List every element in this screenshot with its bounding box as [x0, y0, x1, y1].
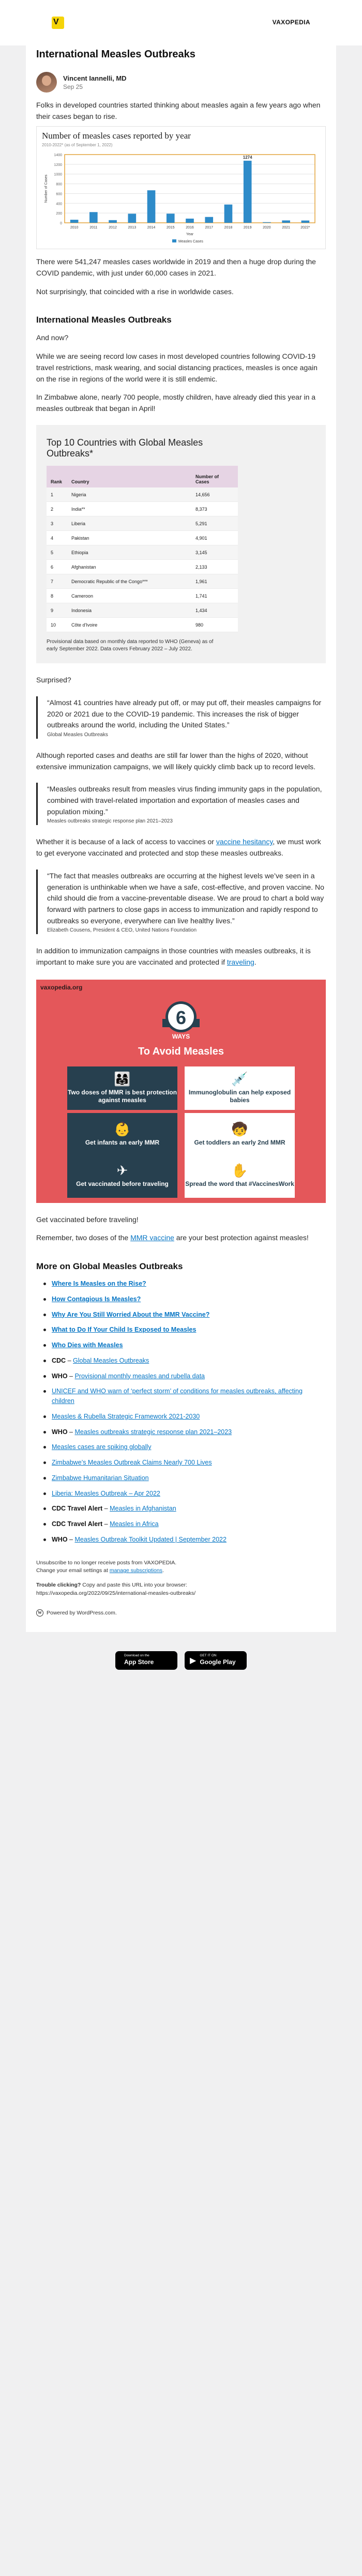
- bar: [205, 217, 213, 223]
- y-tick-label: 400: [56, 202, 62, 206]
- reference-link[interactable]: Who Dies with Measles: [52, 1342, 123, 1349]
- google-play-icon: ▶: [190, 1656, 197, 1665]
- table-note: Provisional data based on monthly data reported to WHO (Geneva) as of early September 2022. Data covers February 2022 – July 2022.: [47, 639, 214, 652]
- reference-link[interactable]: Measles & Rubella Strategic Framework 2021-2030: [52, 1412, 200, 1420]
- traveling-link[interactable]: traveling: [227, 957, 254, 966]
- infant-icon: 👶: [114, 1121, 131, 1137]
- post-url[interactable]: https://vaxopedia.org/2022/09/25/international-measles-outbreaks/: [36, 1590, 196, 1596]
- table-header: Number of Cases: [191, 466, 238, 487]
- bar: [282, 221, 290, 223]
- site-name[interactable]: VAXOPEDIA: [272, 19, 310, 26]
- paragraph: Whether it is because of a lack of access to vaccines or vaccine hesitancy, we must work to get everyone vaccinated and protected and stop these measles outbreaks.: [36, 837, 321, 858]
- table-cell: 3,145: [191, 545, 238, 560]
- quote-cite: Measles outbreaks strategic response plan 2021–2023: [47, 818, 173, 825]
- quote-cite: Elizabeth Cousens, President & CEO, United Nations Foundation: [47, 927, 197, 934]
- y-axis-label: Number of Cases: [44, 175, 48, 203]
- table-cell: 8: [47, 589, 67, 603]
- reference-link[interactable]: Global Measles Outbreaks: [73, 1356, 149, 1364]
- table-cell: 9: [47, 603, 67, 618]
- wordpress-icon: W: [36, 1609, 43, 1617]
- table-cell: Democratic Republic of the Congo***: [67, 574, 191, 589]
- table-cell: Afghanistan: [67, 560, 191, 574]
- data-label: 1274: [243, 155, 252, 160]
- top10-table: [47, 466, 238, 633]
- bar: [89, 212, 98, 223]
- airplane-icon: ✈: [116, 1163, 128, 1179]
- list-item: [36, 1340, 326, 1350]
- x-tick-label: 2018: [224, 226, 233, 230]
- table-cell: Indonesia: [67, 603, 191, 618]
- x-tick-label: 2013: [128, 226, 137, 230]
- hand-icon: ✋: [231, 1163, 248, 1179]
- table-row: [47, 516, 238, 531]
- y-tick-label: 0: [60, 222, 62, 226]
- table-cell: 1,961: [191, 574, 238, 589]
- y-tick-label: 600: [56, 192, 62, 196]
- bar: [70, 220, 79, 223]
- table-cell: 5,291: [191, 516, 238, 531]
- paragraph: Surprised?: [36, 676, 71, 684]
- list-item: CDC Travel Alert – Measles in Afghanistan: [36, 1504, 326, 1514]
- list-item: [36, 1412, 326, 1422]
- bar: [224, 205, 233, 223]
- table-cell: 5: [47, 545, 67, 560]
- table-cell: 6: [47, 560, 67, 574]
- toddler-icon: 🧒: [231, 1121, 248, 1137]
- table-cell: 4,901: [191, 531, 238, 545]
- x-tick-label: 2014: [147, 226, 156, 230]
- infographic-site: vaxopedia.org: [40, 983, 83, 991]
- table-cell: 14,656: [191, 487, 238, 502]
- x-axis-label: Year: [186, 233, 194, 237]
- tile-immunoglobulin: 💉 Immunoglobulin can help exposed babies: [185, 1066, 295, 1110]
- tile-two-doses: 👨‍👩‍👧 Two doses of MMR is best protection against measles: [67, 1066, 177, 1110]
- measles-cases-chart: [36, 126, 326, 249]
- paragraph: In Zimbabwe alone, nearly 700 people, mostly children, have already died this year in a measles outbreak that began in April!: [36, 393, 316, 413]
- table-cell: 3: [47, 516, 67, 531]
- quote-text: “Almost 41 countries have already put off, or may put off, their measles campaigns for 2020 or 2021 due to the COVID-19 pandemic. This increases the risk of bigger outbreaks around the world, including the United States.”: [47, 698, 322, 729]
- x-tick-label: 2016: [186, 226, 194, 230]
- table-cell: 8,373: [191, 502, 238, 516]
- manage-subscriptions-link[interactable]: manage subscriptions: [109, 1567, 162, 1574]
- list-item: [36, 1386, 326, 1406]
- x-tick-label: 2019: [243, 226, 252, 230]
- table-row: [47, 560, 238, 574]
- table-cell: 7: [47, 574, 67, 589]
- badge-ways: WAYS: [172, 1032, 190, 1040]
- list-item: CDC Travel Alert – Measles in Africa: [36, 1519, 326, 1529]
- table-row: [47, 589, 238, 603]
- reference-link[interactable]: Why Are You Still Worried About the MMR Vaccine?: [52, 1310, 210, 1318]
- x-tick-label: 2010: [70, 226, 79, 230]
- bar: [147, 190, 156, 223]
- post-title[interactable]: International Measles Outbreaks: [36, 49, 195, 60]
- quote: [36, 696, 326, 739]
- quote-text: “The fact that measles outbreaks are occurring at the highest levels we’ve seen in a generation is unthinkable when we have a safe, cost-effective, and proven vaccine. No child should die from a vaccine-preventable disease. We are proud to chart a bold way forward with partners to close gaps in access to immunization and rapidly respond to outbreaks so everyone, everywhere can live healthy lives.”: [47, 871, 324, 925]
- y-tick-label: 800: [56, 182, 62, 187]
- top10-countries-table-image: [36, 425, 326, 664]
- quote: [36, 870, 326, 934]
- vaxopedia-logo[interactable]: V: [52, 17, 64, 29]
- tile-infants-early-mmr: 👶 Get infants an early MMR: [67, 1113, 177, 1156]
- chart-subtitle: 2010-2022* (as of September 1, 2022): [42, 143, 113, 148]
- source-label: WHO: [52, 1428, 68, 1436]
- bar: [186, 219, 194, 223]
- table-row: [47, 603, 238, 618]
- reference-link[interactable]: Measles outbreaks strategic response plan 2021–2023: [74, 1428, 232, 1436]
- list-item: WHO – Provisional monthly measles and rubella data: [36, 1371, 326, 1381]
- table-cell: 2,133: [191, 560, 238, 574]
- source-label: CDC Travel Alert: [52, 1520, 103, 1528]
- x-tick-label: 2015: [166, 226, 175, 230]
- six-ways-badge-icon: [162, 999, 200, 1041]
- x-tick-label: 2021: [282, 226, 290, 230]
- paragraph: Although reported cases and deaths are still far lower than the highs of 2020, without extensive immunization campaigns, we will likely quickly climb back up to record levels.: [36, 751, 315, 771]
- table-cell: 10: [47, 618, 67, 632]
- table-row: [47, 545, 238, 560]
- table-cell: 4: [47, 531, 67, 545]
- author-name[interactable]: Vincent Iannelli, MD: [63, 74, 127, 82]
- list-item: [36, 1294, 326, 1304]
- reference-link[interactable]: Measles in Africa: [110, 1520, 159, 1528]
- table-cell: 1,434: [191, 603, 238, 618]
- footer-text: Unsubscribe to no longer receive posts from VAXOPEDIA. Change your email settings at manage subscriptions. Trouble clicking? Copy and paste this URL into your browser: https://vaxopedia.org/2022/09/25/international-measles-outbreaks/: [36, 1559, 326, 1598]
- reference-link[interactable]: How Contagious Is Measles?: [52, 1295, 141, 1303]
- table-cell: 2: [47, 502, 67, 516]
- table-cell: 980: [191, 618, 238, 632]
- paragraph: And now?: [36, 333, 69, 342]
- bar: [263, 222, 271, 223]
- vaccine-hesitancy-link[interactable]: vaccine hesitancy: [216, 837, 273, 846]
- list-item: WHO – Measles outbreaks strategic response plan 2021–2023: [36, 1427, 326, 1437]
- table-cell: 1: [47, 487, 67, 502]
- legend-swatch: [172, 239, 176, 242]
- quote-text: “Measles outbreaks result from measles virus finding immunity gaps in the population, combined with travel-related importation and exportation of measles cases and population mixing.”: [47, 785, 322, 816]
- infographic-heading: To Avoid Measles: [138, 1045, 224, 1057]
- table-row: [47, 618, 238, 632]
- app-store-button[interactable]: Download on the App Store: [115, 1651, 177, 1670]
- syringe-icon: 💉: [231, 1071, 248, 1087]
- more-heading: More on Global Measles Outbreaks: [36, 1261, 183, 1271]
- bar: [301, 221, 310, 223]
- table-row: [47, 531, 238, 545]
- quote-cite: Global Measles Outbreaks: [47, 732, 108, 738]
- table-cell: 1,741: [191, 589, 238, 603]
- bar: [128, 214, 136, 223]
- table-cell: India**: [67, 502, 191, 516]
- x-tick-label: 2017: [205, 226, 214, 230]
- reference-link[interactable]: Where Is Measles on the Rise?: [52, 1280, 146, 1287]
- post-date: Sep 25: [63, 83, 83, 90]
- badge-number: 6: [175, 1007, 187, 1028]
- paragraph: Not surprisingly, that coincided with a rise in worldwide cases.: [36, 287, 234, 296]
- list-item: [36, 1473, 326, 1483]
- x-tick-label: 2011: [89, 226, 98, 230]
- author-byline: [36, 72, 326, 93]
- avatar[interactable]: [36, 72, 57, 93]
- chart-plot: [42, 150, 320, 245]
- post-card: [26, 45, 336, 1632]
- table-title: Top 10 Countries with Global Measles Outbreaks*: [47, 437, 203, 459]
- y-tick-label: 200: [56, 212, 62, 216]
- reference-list: [36, 1279, 326, 1545]
- table-cell: Nigeria: [67, 487, 191, 502]
- table-cell: Côte d'Ivoire: [67, 618, 191, 632]
- legend-label: Measles Cases: [178, 240, 203, 244]
- bar: [244, 161, 252, 223]
- source-label: WHO: [52, 1535, 68, 1543]
- reference-link[interactable]: Measles cases are spiking globally: [52, 1443, 152, 1451]
- list-item: [36, 1489, 326, 1499]
- email-header: [0, 0, 362, 45]
- table-row: [47, 574, 238, 589]
- six-ways-infographic[interactable]: [36, 980, 326, 1203]
- tile-spread-the-word: ✋ Spread the word that #VaccinesWork: [185, 1154, 295, 1198]
- google-play-button[interactable]: ▶ GET IT ON Google Play: [185, 1651, 247, 1670]
- table-cell: Ethiopia: [67, 545, 191, 560]
- paragraph: Get vaccinated before traveling!: [36, 1215, 139, 1224]
- bar: [109, 220, 117, 223]
- table-cell: Liberia: [67, 516, 191, 531]
- table-header: Rank: [47, 466, 67, 487]
- reference-link[interactable]: Provisional monthly measles and rubella data: [74, 1372, 205, 1380]
- table-row: [47, 502, 238, 516]
- chart-title: Number of measles cases reported by year: [42, 131, 191, 141]
- table-row: [47, 487, 238, 502]
- paragraph: While we are seeing record low cases in most developed countries following COVID-19 travel restrictions, mask wearing, and social distancing practices, measles is once again on the rise in regions of the world were it is still endemic.: [36, 352, 318, 383]
- table-header: Country: [67, 466, 191, 487]
- y-tick-label: 1400: [54, 154, 62, 158]
- intro-paragraph: Folks in developed countries started thinking about measles again a few years ago when their cases began to rise.: [36, 101, 321, 120]
- plot-frame: [65, 155, 315, 223]
- mmr-vaccine-link[interactable]: MMR vaccine: [130, 1233, 174, 1242]
- x-tick-label: 2012: [109, 226, 117, 230]
- section-heading: International Measles Outbreaks: [36, 315, 172, 325]
- unsubscribe-text: Unsubscribe to no longer receive posts from VAXOPEDIA.: [36, 1559, 177, 1566]
- reference-link[interactable]: Measles Outbreak Toolkit Updated | September 2022: [74, 1535, 227, 1543]
- list-item: [36, 1325, 326, 1335]
- reference-link[interactable]: What to Do If Your Child Is Exposed to Measles: [52, 1326, 197, 1334]
- tile-vaccinate-before-travel: ✈ Get vaccinated before traveling: [67, 1154, 177, 1198]
- powered-by[interactable]: W Powered by WordPress.com.: [36, 1609, 326, 1617]
- reference-link[interactable]: Zimbabwe Humanitarian Situation: [52, 1474, 149, 1482]
- source-label: CDC: [52, 1356, 66, 1364]
- table-cell: Pakistan: [67, 531, 191, 545]
- paragraph: Remember, two doses of the MMR vaccine are your best protection against measles!: [36, 1233, 309, 1242]
- source-label: WHO: [52, 1372, 68, 1380]
- x-tick-label: 2022*: [300, 226, 310, 230]
- table-cell: Cameroon: [67, 589, 191, 603]
- y-tick-label: 1000: [54, 173, 62, 177]
- list-item: [36, 1442, 326, 1452]
- list-item: [36, 1310, 326, 1320]
- quote: [36, 783, 326, 825]
- list-item: [36, 1279, 326, 1289]
- paragraph: In addition to immunization campaigns in those countries with measles outbreaks, it is important to make sure you are vaccinated and protected if traveling.: [36, 947, 311, 966]
- reference-link[interactable]: Liberia: Measles Outbreak – Apr 2022: [52, 1489, 160, 1497]
- app-store-badges: [0, 1632, 362, 1689]
- bar: [167, 214, 175, 223]
- paragraph: There were 541,247 measles cases worldwide in 2019 and then a huge drop during the COVID pandemic, with just under 60,000 cases in 2021.: [36, 257, 316, 278]
- y-tick-label: 1200: [54, 163, 62, 167]
- list-item: [36, 1458, 326, 1468]
- list-item: WHO – Measles Outbreak Toolkit Updated | September 2022: [36, 1535, 326, 1545]
- list-item: CDC – Global Measles Outbreaks: [36, 1356, 326, 1366]
- x-tick-label: 2020: [263, 226, 271, 230]
- source-label: CDC Travel Alert: [52, 1505, 103, 1513]
- tile-toddlers-2nd-mmr: 🧒 Get toddlers an early 2nd MMR: [185, 1113, 295, 1156]
- family-icon: 👨‍👩‍👧: [114, 1071, 131, 1087]
- reference-link[interactable]: UNICEF and WHO warn of ‘perfect storm’ of conditions for measles outbreaks, affecting children: [52, 1388, 303, 1405]
- reference-link[interactable]: Measles in Afghanistan: [110, 1505, 176, 1513]
- reference-link[interactable]: Zimbabwe’s Measles Outbreak Claims Nearly 700 Lives: [52, 1459, 212, 1466]
